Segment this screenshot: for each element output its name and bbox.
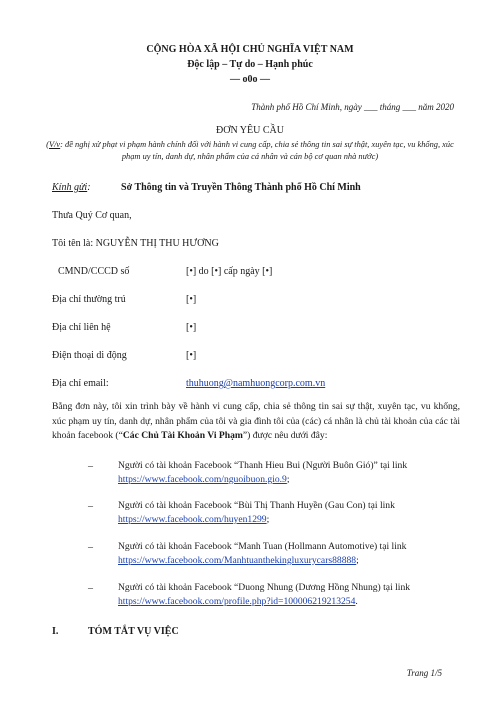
email-link[interactable]: thuhuong@namhuongcorp.com.vn [186,378,326,389]
account-3-text: Người có tài khoản Facebook “Manh Tuan (Hollmann Automotive) tại link [118,541,407,552]
account-2-text: Người có tài khoản Facebook “Bùi Thị Thanh Huyền (Gau Con) tại link [118,500,395,511]
recipient-colon: : [87,182,91,193]
account-1-text: Người có tài khoản Facebook “Thanh Hieu Bui (Người Buôn Gió)” tại link [118,460,408,471]
place-date: Thành phố Hồ Chí Minh, ngày ___ tháng ___ năm 2020 [251,102,454,112]
info-value-permanent-address: [•] [186,294,197,305]
account-3 [118,540,460,568]
account-3-dash: – [88,542,93,553]
info-label-email: Địa chỉ email: [52,378,109,389]
recipient-label: Kính gửi [52,182,88,193]
section-title: TÓM TẮT VỤ VIỆC [88,626,179,637]
subtitle-line1: : đề nghị xử phạt vi phạm hành chính đối với hành vi cung cấp, chia sẻ thông tin sai sự thật, xuyên [60,140,392,149]
account-4-end: . [355,596,358,607]
account-3-end: ; [356,555,359,566]
body-text: Bằng đơn này, tôi xin trình bày về hành vi cung cấp, chia sẻ thông tin sai sự thật, xuyên tạc, vu khống, xúc phạm uy tín, danh dự, nhân phẩm của tôi và gia đình tôi của (các) cá nhân là chủ tài khoản của các tài khoản facebook (“ [52,401,460,441]
salutation: Thưa Quý Cơ quan, [52,210,132,221]
section-number: I. [52,626,59,637]
account-4-text: Người có tài khoản Facebook “Duong Nhung (Dương Hồng Nhung) tại link [118,582,411,593]
body-bold-term: Các Chủ Tài Khoản Vi Phạm [122,430,243,441]
country-heading: CỘNG HÒA XÃ HỘI CHỦ NGHĨA VIỆT NAM [146,44,354,55]
account-2-dash: – [88,501,93,512]
info-label-permanent-address: Địa chỉ thường trú [52,294,126,305]
info-value-phone: [•] [186,350,197,361]
info-value-contact-address: [•] [186,322,197,333]
page-number: Trang 1/5 [406,668,442,678]
account-1-dash: – [88,461,93,472]
account-1-end: ; [286,474,290,485]
account-1 [118,459,460,487]
account-2-link[interactable]: https://www.facebook.com/huyen1299 [118,514,267,525]
applicant-name: NGUYỄN THỊ THU HƯƠNG [95,238,219,249]
account-1-link[interactable]: https://www.facebook.com/nguoibuon.gio.9 [118,474,287,485]
intro-line [52,238,219,249]
header-separator: — o0o — [230,74,270,85]
recipient-line [52,182,361,193]
recipient-name: Sở Thông tin và Truyền Thông Thành phố Hồ Chí Minh [121,182,361,193]
account-4-dash: – [88,583,93,594]
document-subtitle [40,139,460,163]
account-4 [118,581,460,609]
account-2-end: ; [266,514,270,525]
info-label-id: CMND/CCCD số [58,266,130,277]
info-value-id: [•] do [•] cấp ngày [•] [186,266,273,277]
body-paragraph [52,400,460,444]
info-label-phone: Điện thoại di động [52,350,127,361]
subtitle-line2: tạc, vu khống, xúc phạm uy tín, danh dự, nhân phẩm của cá nhân và cán bộ cơ quan nhà nước) [121,140,454,161]
subtitle-prefix: V/v [48,140,61,149]
account-3-link[interactable]: https://www.facebook.com/Manhtuanthekingluxurycars88888 [118,555,357,566]
intro-prefix: Tôi tên là: [52,238,96,249]
motto: Độc lập – Tự do – Hạnh phúc [187,59,313,70]
body-tail: ”) được nêu dưới đây: [242,430,328,441]
subtitle-open: ( [46,140,49,149]
info-label-contact-address: Địa chỉ liên hệ [52,322,111,333]
document-title: ĐƠN YÊU CẦU [216,125,284,136]
account-4-link[interactable]: https://www.facebook.com/profile.php?id=100006219213254 [118,596,356,607]
account-2 [118,499,460,527]
